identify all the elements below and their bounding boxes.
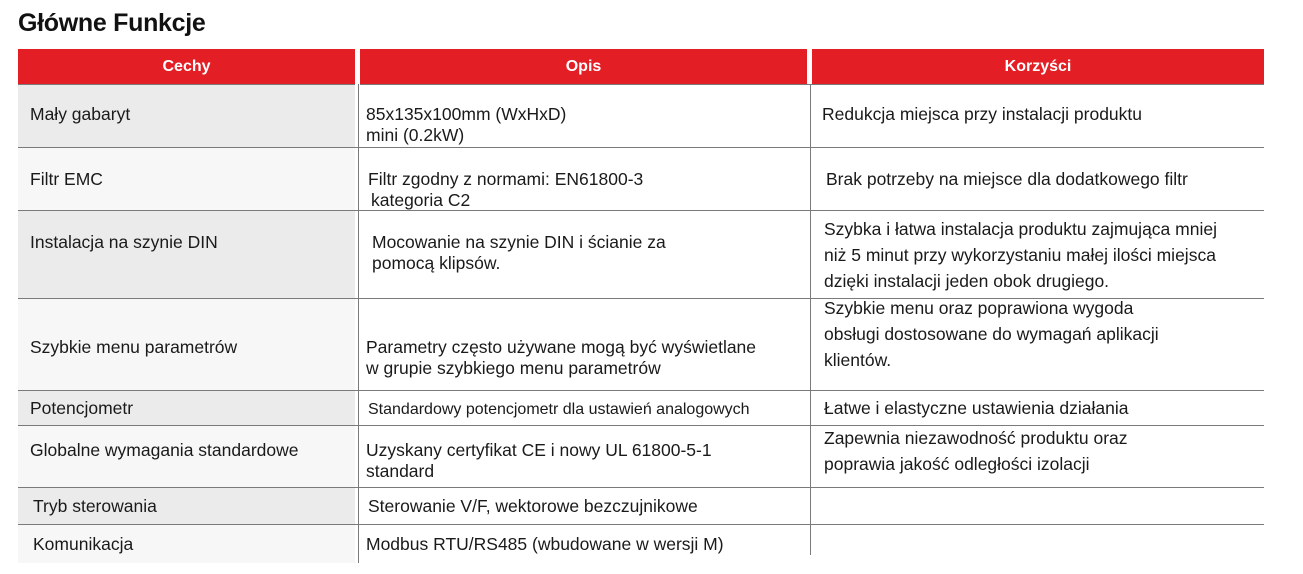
benefit-line: Szybkie menu oraz poprawiona wygoda: [824, 298, 1134, 318]
description-line: w grupie szybkiego menu parametrów: [366, 358, 661, 378]
row-shade: [18, 211, 355, 298]
benefit-line: poprawia jakość odległości izolacji: [824, 454, 1090, 474]
header-korzysci: Korzyści: [812, 49, 1264, 84]
benefit-line: Łatwe i elastyczne ustawienia działania: [824, 398, 1129, 418]
description-line: Mocowanie na szynie DIN i ścianie za: [372, 232, 666, 252]
row-divider: [18, 524, 1264, 525]
header-cechy: Cechy: [18, 49, 355, 84]
description-line: pomocą klipsów.: [372, 253, 501, 273]
feature-cell: Szybkie menu parametrów: [30, 337, 238, 357]
row-divider: [18, 84, 355, 85]
feature-cell: Mały gabaryt: [30, 104, 131, 124]
description-line: Modbus RTU/RS485 (wbudowane w wersji M): [366, 534, 724, 554]
description-line: Uzyskany certyfikat CE i nowy UL 61800-5-1: [366, 440, 712, 460]
page-title: Główne Funkcje: [18, 9, 206, 37]
feature-cell: Komunikacja: [33, 534, 134, 554]
column-divider: [810, 84, 811, 555]
row-divider: [18, 425, 1264, 426]
column-divider: [358, 84, 359, 563]
benefit-line: dzięki instalacji jeden obok drugiego.: [824, 271, 1110, 291]
row-divider: [18, 390, 1264, 391]
benefit-line: Zapewnia niezawodność produktu oraz: [824, 428, 1128, 448]
description-line: Parametry często używane mogą być wyświetlane: [366, 337, 757, 357]
row-divider: [18, 147, 1264, 148]
header-opis: Opis: [360, 49, 807, 84]
description-line: Standardowy potencjometr dla ustawień analogowych: [368, 401, 750, 418]
feature-cell: Instalacja na szynie DIN: [30, 232, 218, 252]
benefit-line: niż 5 minut przy wykorzystaniu małej ilości miejsca: [824, 245, 1216, 265]
description-line: Filtr zgodny z normami: EN61800-3: [368, 169, 644, 189]
feature-cell: Potencjometr: [30, 398, 134, 418]
benefit-line: Brak potrzeby na miejsce dla dodatkowego filtr: [826, 169, 1188, 189]
description-line: kategoria C2: [371, 190, 471, 210]
row-divider: [18, 210, 1264, 211]
feature-cell: Tryb sterowania: [33, 496, 157, 516]
benefit-line: klientów.: [824, 350, 892, 370]
description-line: Sterowanie V/F, wektorowe bezczujnikowe: [368, 496, 698, 516]
benefit-line: Szybka i łatwa instalacja produktu zajmująca mniej: [824, 219, 1217, 239]
feature-cell: Filtr EMC: [30, 169, 103, 189]
description-line: standard: [366, 461, 435, 481]
benefit-line: obsługi dostosowane do wymagań aplikacji: [824, 324, 1159, 344]
feature-cell: Globalne wymagania standardowe: [30, 440, 299, 460]
description-line: 85x135x100mm (WxHxD): [366, 104, 567, 124]
benefit-line: Redukcja miejsca przy instalacji produktu: [822, 104, 1142, 124]
description-line: mini (0.2kW): [366, 125, 465, 145]
row-divider: [360, 84, 1264, 85]
row-divider: [18, 487, 1264, 488]
